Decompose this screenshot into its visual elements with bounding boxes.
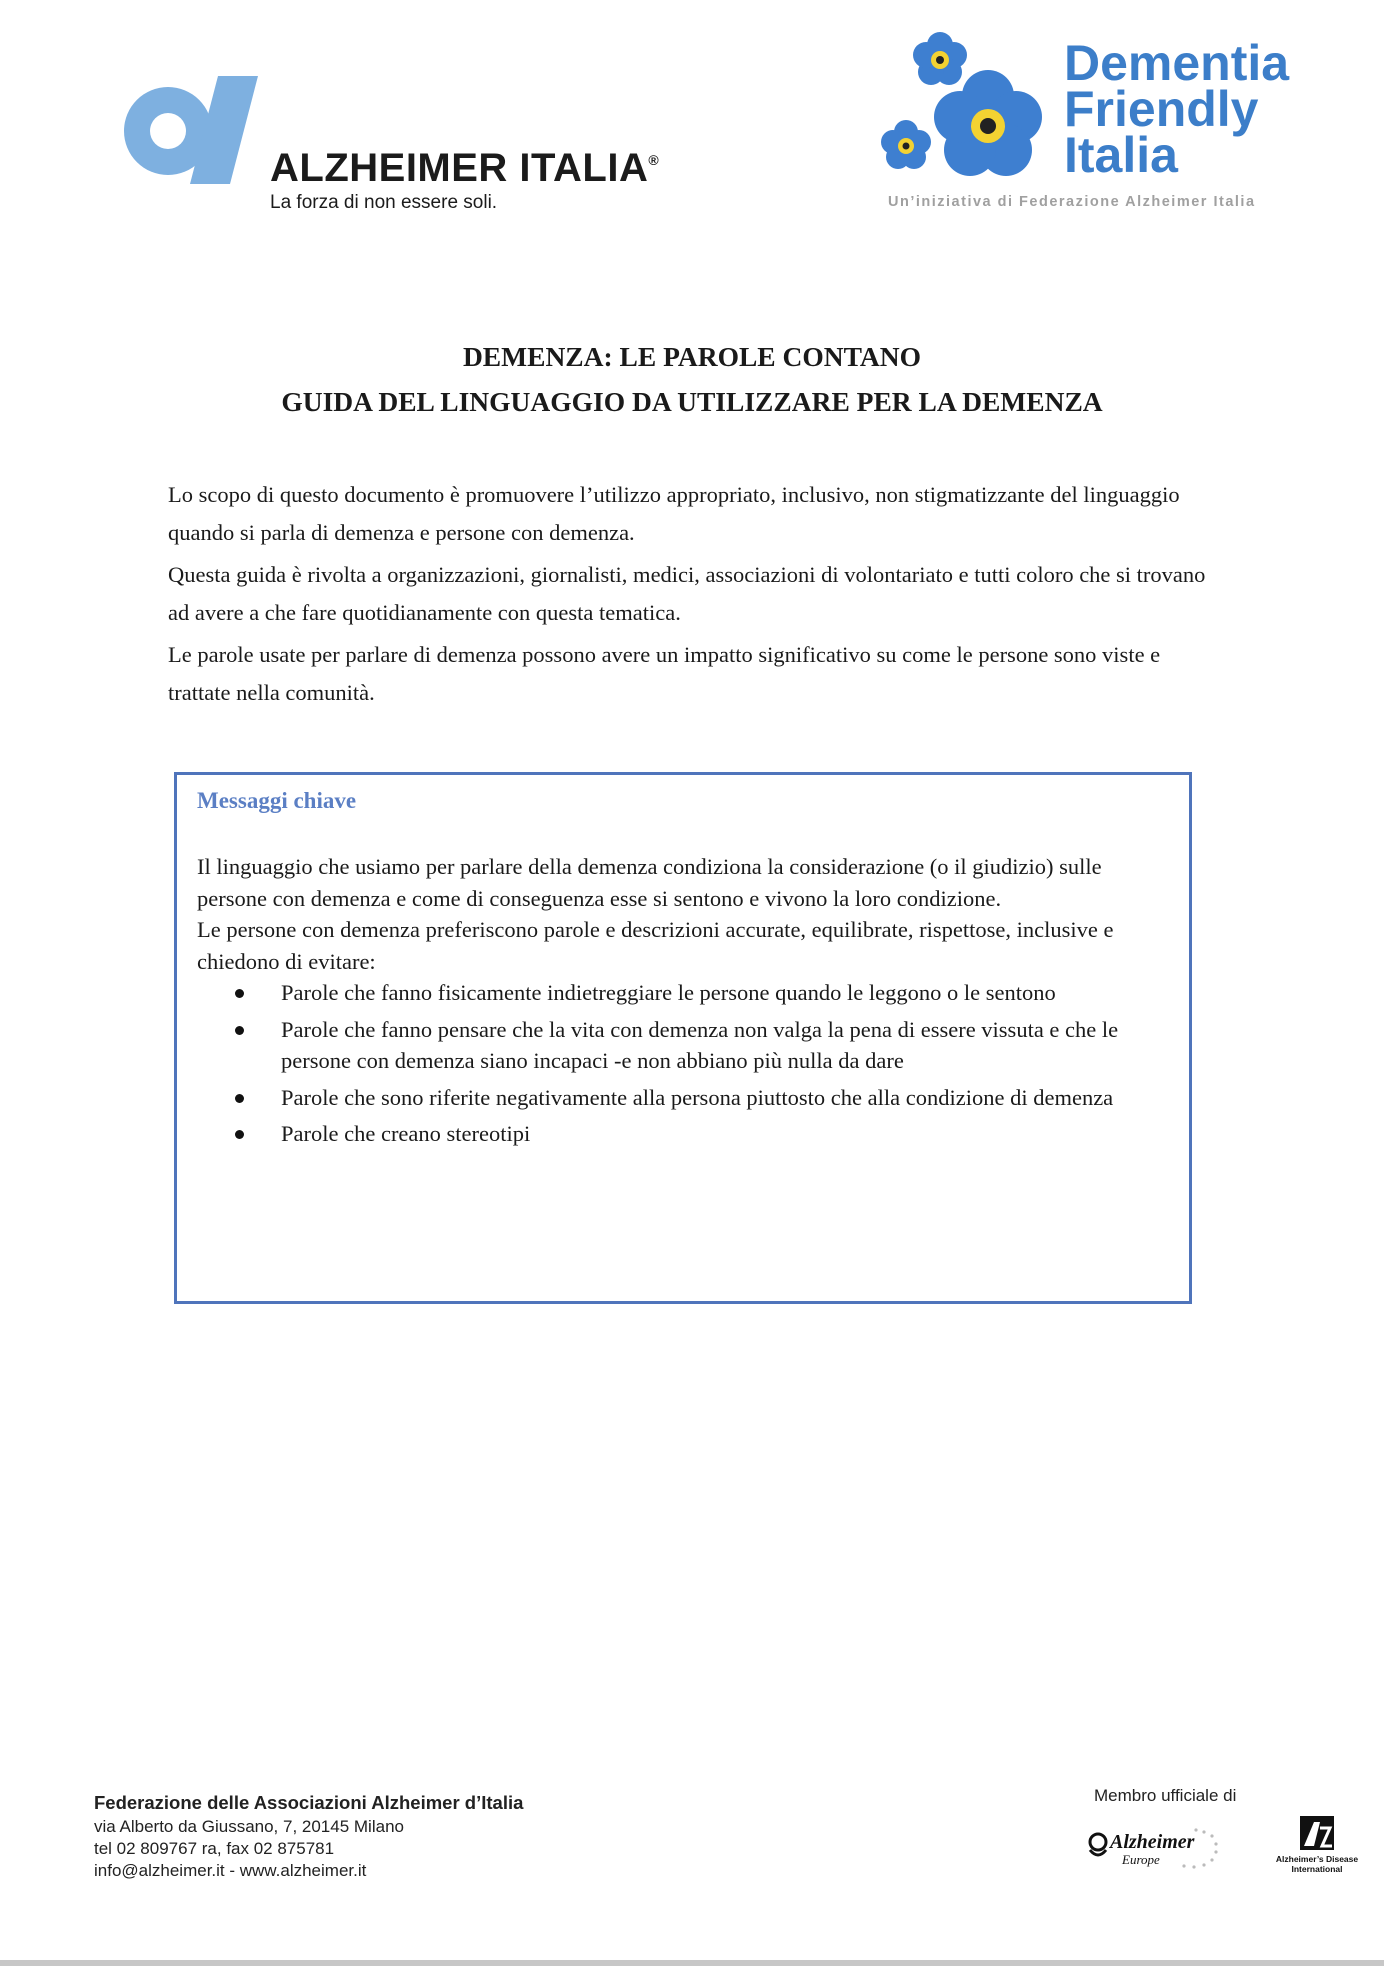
key-messages-paragraph-2: Le persone con demenza preferiscono parole e descrizioni accurate, equilibrate, rispettose, inclusive e chiedono di evitare: [197,917,1114,974]
title-line-1: DEMENZA: LE PAROLE CONTANO [462,341,922,372]
key-messages-paragraph-1: Il linguaggio che usiamo per parlare della demenza condiziona la considerazione (o il giudizio) sulle persone con demenza e come di conseguenza esse si sentono e vivono la loro condizione. [197,854,1102,911]
key-messages-box [174,772,1192,1304]
dfi-logo-subtitle: Un’iniziativa di Federazione Alzheimer Italia [888,194,1256,210]
dementia-friendly-italia-logo [870,28,1310,228]
list-item: Parole che sono riferite negativamente alla persona piuttosto che alla condizione di demenza [281,1082,1169,1114]
svg-text:Alzheimer: Alzheimer [1110,1831,1195,1853]
footer-membership [1086,1786,1376,1886]
intro-section [168,476,1208,716]
bullet-icon [235,1094,244,1103]
list-item: Parole che fanno pensare che la vita con demenza non valga la pena di essere vissuta e che le persone con demenza siano incapaci -e non abbiano più nulla da dare [281,1014,1169,1077]
alzheimers-disease-international-logo-icon [1262,1814,1372,1880]
bullet-icon [235,1026,244,1035]
intro-paragraph-2: Questa guida è rivolta a organizzazioni, giornalisti, medici, associazioni di volontariato e tutti coloro che si trovano ad avere a che fare quotidianamente con questa tematica. [168,562,1206,625]
footer-address: via Alberto da Giussano, 7, 20145 Milano [94,1817,404,1836]
bullet-icon [235,989,244,998]
svg-text:Alzheimer’s Disease: Alzheimer’s Disease [1275,1854,1359,1864]
bullet-icon [235,1130,244,1139]
forget-me-not-flowers-icon [870,28,1060,188]
footer-contacts [94,1790,523,1882]
intro-paragraph-3: Le parole usate per parlare di demenza possono avere un impatto significativo su come le persone sono viste e trattate nella comunità. [168,642,1161,705]
document-title [0,334,1384,424]
alzheimer-italia-logo [118,66,678,226]
svg-text:International: International [1291,1864,1343,1874]
list-item: Parole che creano stereotipi [281,1118,1169,1150]
page-bottom-edge [0,1960,1384,1966]
intro-paragraph-1: Lo scopo di questo documento è promuovere l’utilizzo appropriato, inclusivo, non stigmatizzante del linguaggio quando si parla di demenza e persone con demenza. [168,482,1180,545]
avoid-list [197,977,1169,1150]
alzheimer-italia-tagline: La forza di non essere soli. [270,192,498,213]
alzheimer-europe-logo-icon [1086,1820,1236,1876]
footer-organization: Federazione delle Associazioni Alzheimer d’Italia [94,1792,524,1813]
dfi-logo-wordmark: Dementia Friendly Italia [1064,35,1290,183]
svg-text:Europe: Europe [1122,1852,1160,1867]
footer-web-link[interactable]: info@alzheimer.it - www.alzheimer.it [94,1861,367,1880]
member-label: Membro ufficiale di [1094,1786,1237,1805]
title-line-2: GUIDA DEL LINGUAGGIO DA UTILIZZARE PER LA DEMENZA [281,386,1103,417]
key-messages-heading: Messaggi chiave [197,788,357,813]
alzheimer-italia-mark-icon [118,66,268,186]
alzheimer-italia-name: ALZHEIMER ITALIA® [270,146,660,190]
list-item: Parole che fanno fisicamente indietreggiare le persone quando le leggono o le sentono [281,977,1169,1009]
footer-phone: tel 02 809767 ra, fax 02 875781 [94,1839,335,1858]
